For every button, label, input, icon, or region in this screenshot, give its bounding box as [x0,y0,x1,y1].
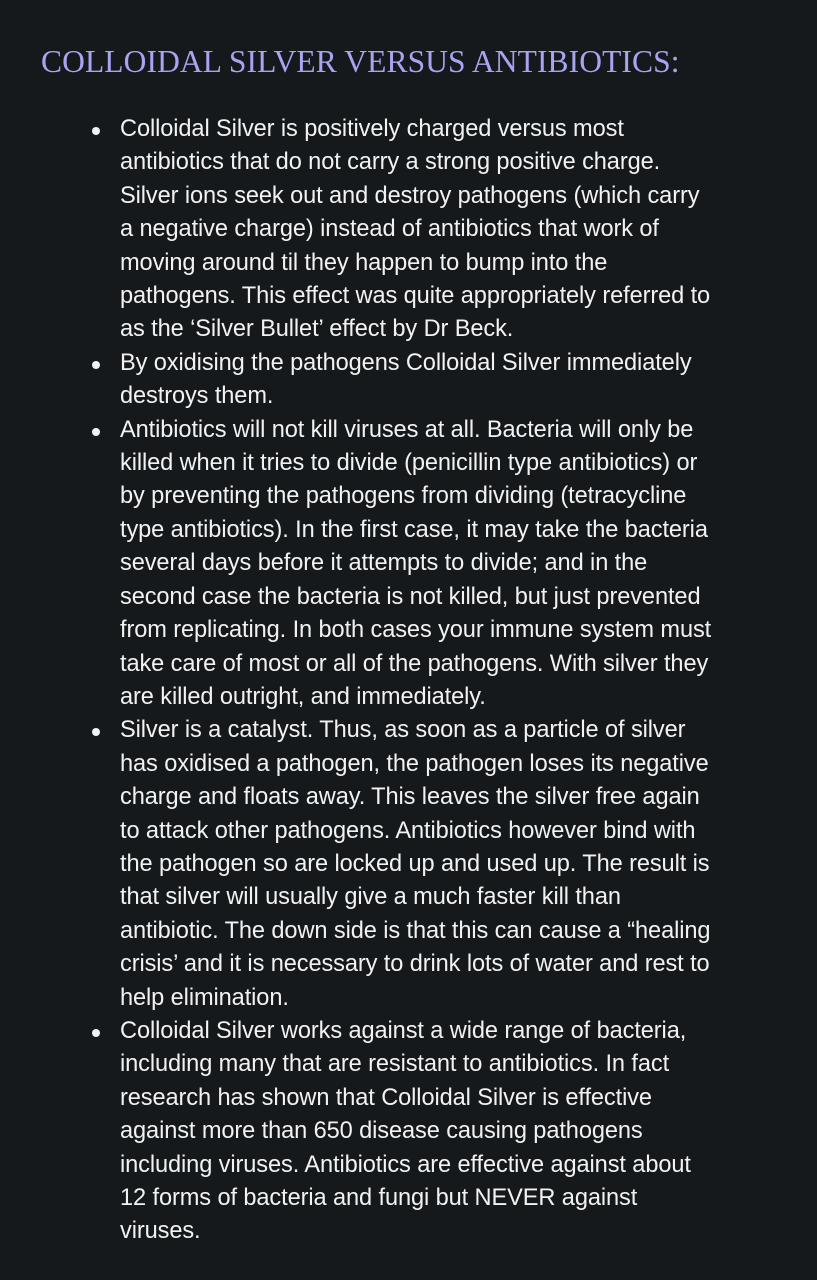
text-line: Silver is a catalyst. Thus, as soon as a particle of silver [120,717,686,744]
bullet-icon [92,428,100,436]
text-line: moving around til they happen to bump into the [120,249,608,276]
text-line: killed when it tries to divide (penicillin type antibiotics) or [120,450,698,477]
text-line: pathogens. This effect was quite appropriately referred to [120,283,711,310]
bullet-item [41,347,777,414]
text-line: By oxidising the pathogens Colloidal Silver immediately [120,349,692,376]
text-line: 12 forms of bacteria and fungi but NEVER against [120,1185,638,1211]
text-line: against more than 650 disease causing pathogens [120,1118,643,1145]
text-line: that silver will usually give a much faster kill than [120,884,621,911]
text-line: crisis’ and it is necessary to drink lots of water and rest to [120,951,710,978]
text-line: are killed outright, and immediately. [120,683,486,710]
bullet-item [41,714,777,1015]
bullet-icon [92,127,100,135]
text-line: destroys them. [120,383,274,410]
text-line: take care of most or all of the pathogens. With silver they [120,650,709,677]
text-line: antibiotic. The down side is that this can cause a “healing [120,917,711,944]
bullet-list [41,113,777,1249]
text-line: by preventing the pathogens from dividing (tetracycline [120,483,687,510]
bullet-item [41,1015,777,1249]
text-line: antibiotics that do not carry a strong positive charge. [120,149,661,176]
bullet-icon [92,728,100,736]
bullet-icon [92,1029,100,1037]
bullet-item [41,113,777,347]
bullet-icon [92,361,100,369]
text-line: type antibiotics). In the first case, it may take the bacteria [120,516,708,543]
text-line: Antibiotics will not kill viruses at all. Bacteria will only be [120,416,694,443]
text-line: as the ‘Silver Bullet’ effect by Dr Beck. [120,316,514,343]
bullet-item [41,414,777,715]
text-line: several days before it attempts to divide; and in the [120,550,648,577]
text-line: a negative charge) instead of antibiotics that work of [120,216,659,243]
text-line: second case the bacteria is not killed, but just prevented [120,583,701,610]
text-line: Colloidal Silver works against a wide range of bacteria, [120,1017,687,1044]
text-line: has oxidised a pathogen, the pathogen loses its negative [120,750,709,777]
page-title: COLLOIDAL SILVER VERSUS ANTIBIOTICS: [41,44,680,79]
text-line: Silver ions seek out and destroy pathogens (which carry [120,182,700,209]
text-line: viruses. [120,1218,201,1245]
text-line: charge and floats away. This leaves the silver free again [120,784,700,811]
text-line: Colloidal Silver is positively charged versus most [120,116,624,142]
text-line: to attack other pathogens. Antibiotics however bind with [120,817,696,844]
text-line: research has shown that Colloidal Silver is effective [120,1084,652,1111]
text-line: help elimination. [120,984,289,1011]
text-line: from replicating. In both cases your immune system must [120,617,712,644]
text-line: the pathogen so are locked up and used up. The result is [120,850,710,877]
text-line: including many that are resistant to antibiotics. In fact [120,1051,670,1078]
text-line: including viruses. Antibiotics are effective against about [120,1151,691,1178]
